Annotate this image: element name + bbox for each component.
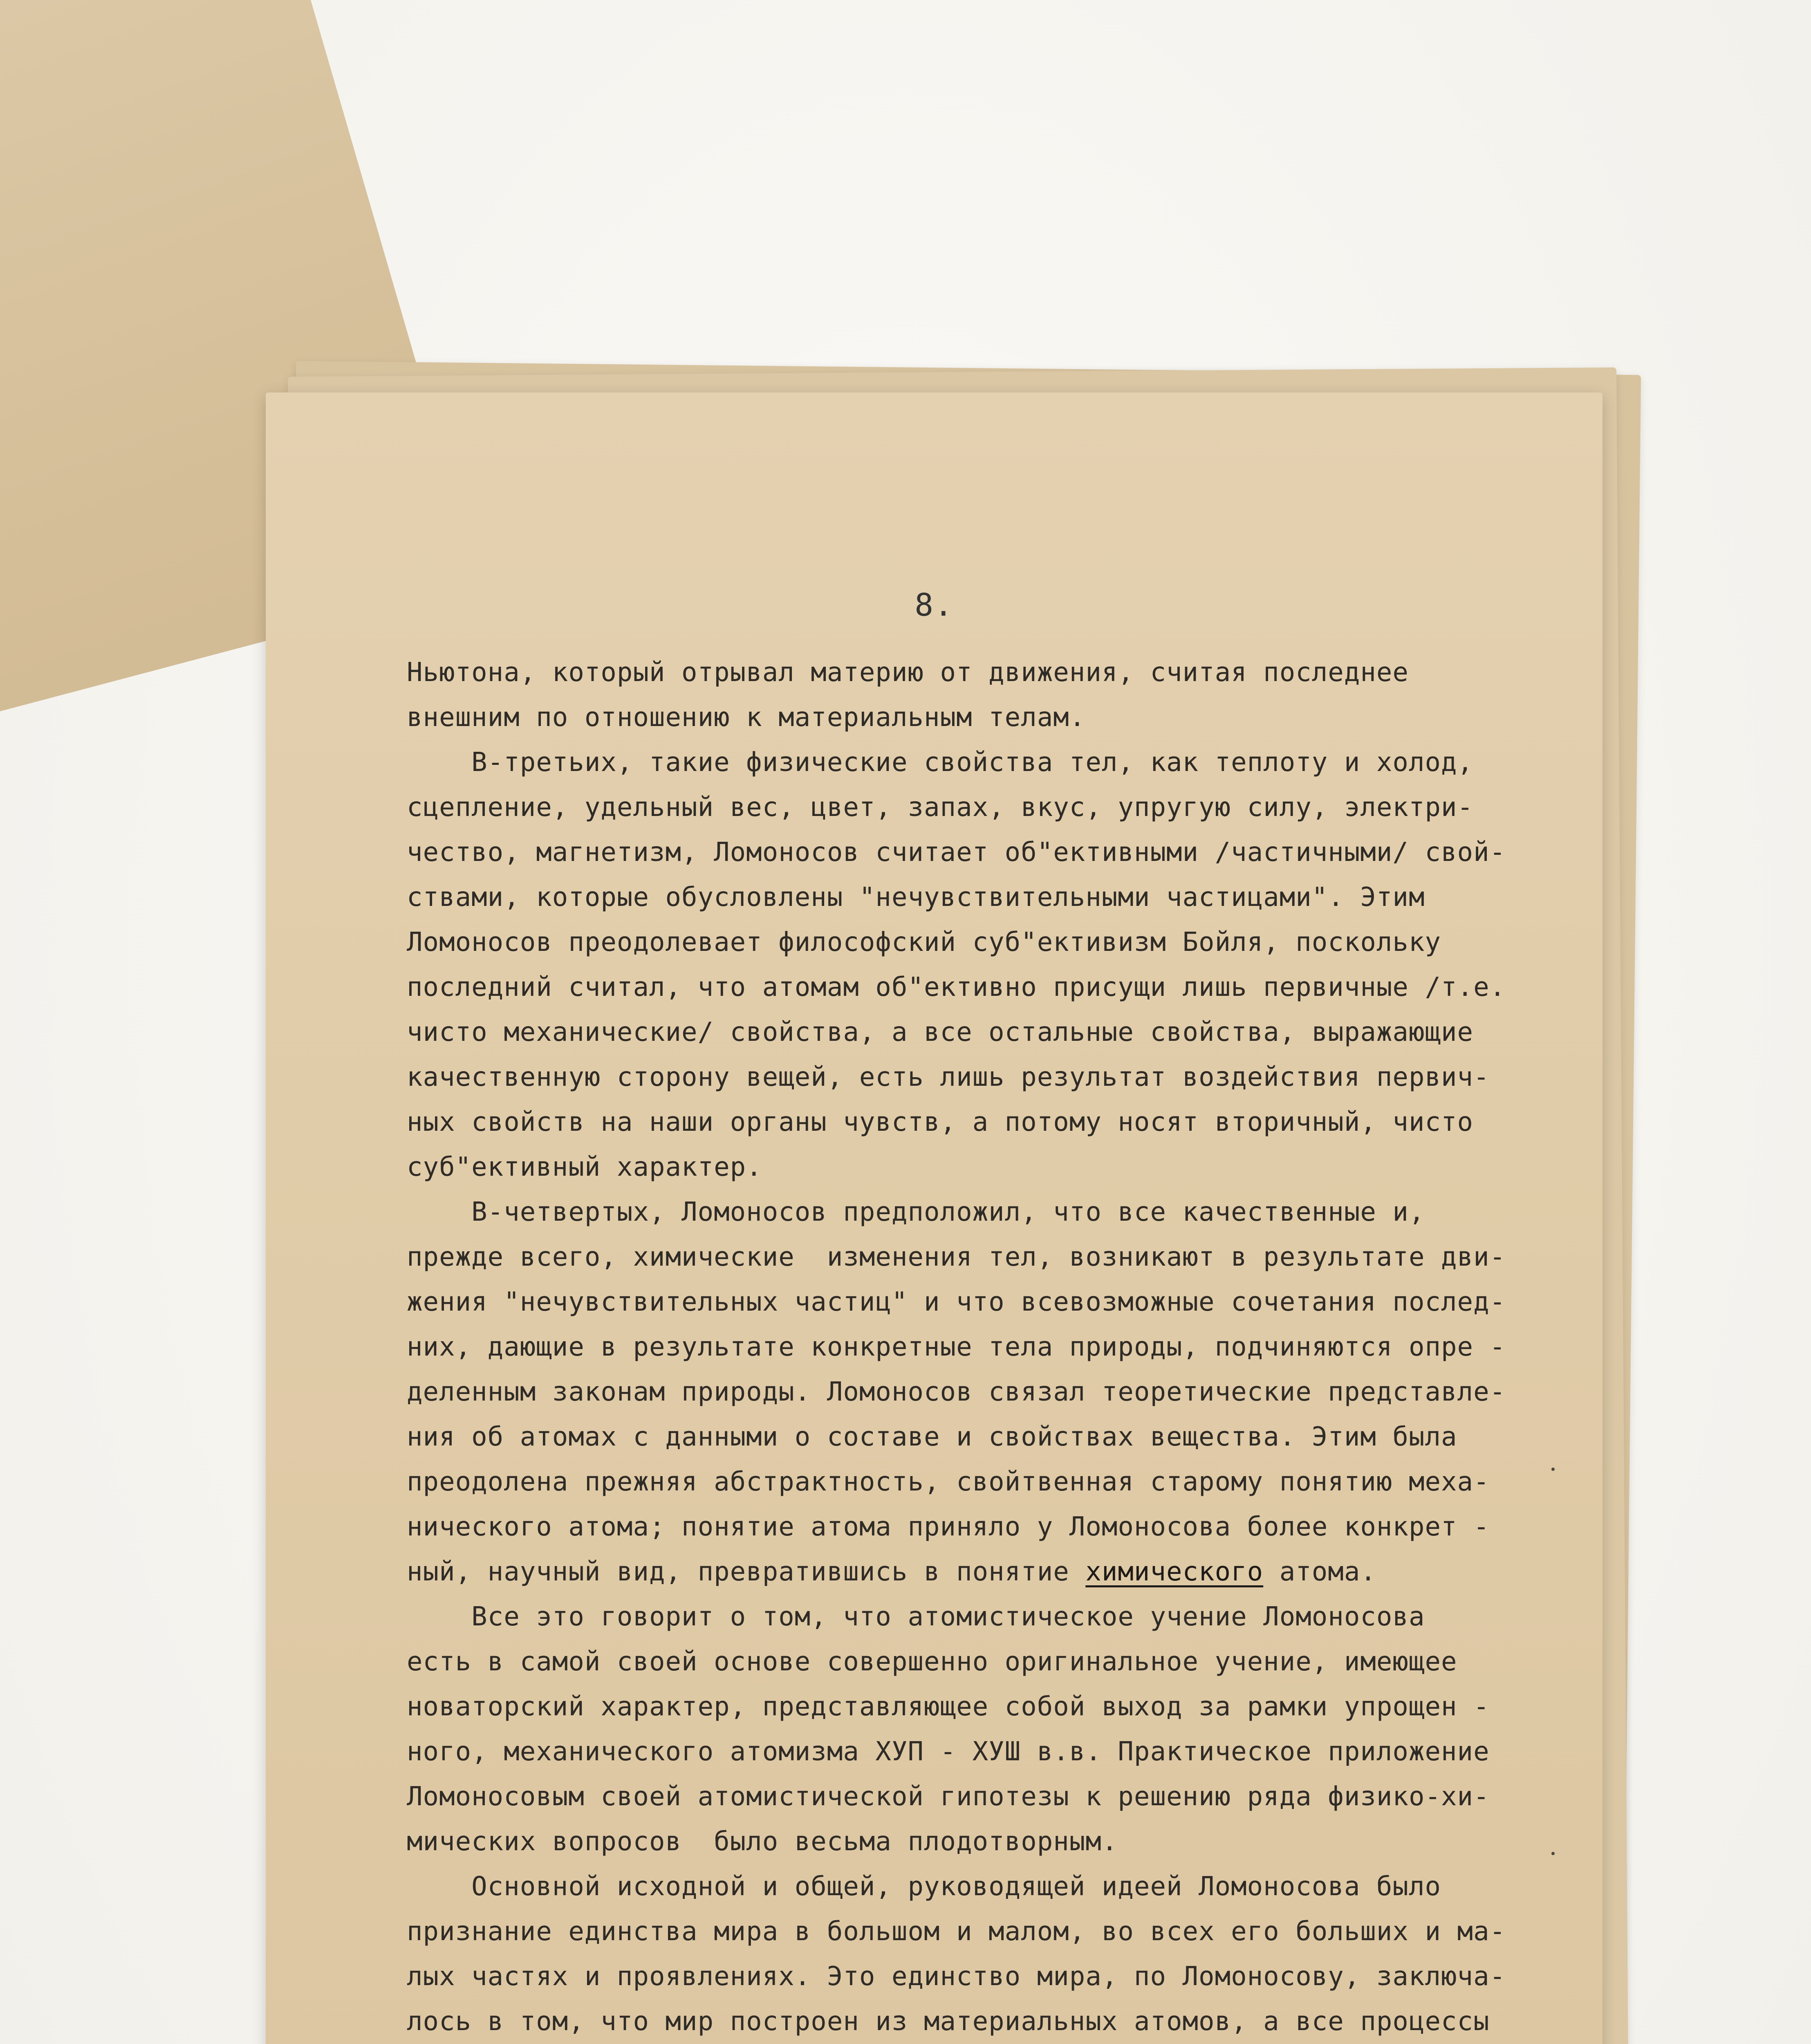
text-line: лось в том, что мир построен из материальных атомов, а все процессы — [407, 2006, 1490, 2037]
text-fragment: атома. — [1263, 1557, 1376, 1587]
text-line: внешним по отношению к материальным телам. — [407, 702, 1086, 733]
text-line: Ломоносов преодолевает философский суб"ективизм Бойля, поскольку — [407, 927, 1441, 957]
text-line: Основной исходной и общей, руководящей идеей Ломоносова было — [407, 1871, 1441, 1902]
page-body — [407, 650, 1572, 2044]
text-line: есть в самой своей основе совершенно оригинальное учение, имеющее — [407, 1647, 1457, 1677]
text-line: ных свойств на наши органы чувств, а потому носят вторичный, чисто — [407, 1107, 1474, 1137]
text-line: суб"ективный характер. — [407, 1152, 762, 1182]
text-line: нического атома; понятие атома приняло у Ломоносова более конкрет - — [407, 1512, 1490, 1542]
text-line: них, дающие в результате конкретные тела природы, подчиняются опре - — [407, 1332, 1506, 1362]
text-line: преодолена прежняя абстрактность, свойтвенная старому понятию меха- — [407, 1467, 1490, 1497]
underlined-word: химического — [1085, 1557, 1264, 1587]
text-line — [407, 1549, 1572, 1594]
text-line: сцепление, удельный вес, цвет, запах, вкус, упругую силу, электри- — [407, 792, 1474, 823]
text-line: ствами, которые обусловлены "нечувствительными частицами". Этим — [407, 882, 1425, 912]
text-line: ного, механического атомизма ХУП - ХУШ в.в. Практическое приложение — [407, 1737, 1490, 1767]
text-line: прежде всего, химические изменения тел, возникают в результате дви- — [407, 1242, 1506, 1272]
typed-page — [266, 392, 1603, 2044]
text-line: чисто механические/ свойства, а все остальные свойства, выражающие — [407, 1017, 1474, 1047]
text-line: мических вопросов было весьма плодотворным. — [407, 1827, 1118, 1857]
text-line: деленным законам природы. Ломоносов связал теоретические представле- — [407, 1377, 1506, 1407]
text-line: чество, магнетизм, Ломоносов считает об"ективными /частичными/ свой- — [407, 837, 1506, 867]
text-line: качественную сторону вещей, есть лишь результат воздействия первич- — [407, 1062, 1490, 1092]
text-fragment: ный, научный вид, превратившись в понятие — [407, 1557, 1086, 1587]
text-line: Все это говорит о том, что атомистическое учение Ломоносова — [407, 1602, 1425, 1632]
margin-mark — [1551, 1468, 1555, 1471]
text-line: В-четвертых, Ломоносов предположил, что все качественные и, — [407, 1197, 1425, 1227]
text-line: Ломоносовым своей атомистической гипотезы к решению ряда физико-хи- — [407, 1782, 1490, 1812]
text-line: жения "нечувствительных частиц" и что всевозможные сочетания послед- — [407, 1287, 1506, 1317]
text-line: Ньютона, который отрывал материю от движения, считая последнее — [407, 657, 1409, 688]
text-line: признание единства мира в большом и малом, во всех его больших и ма- — [407, 1916, 1506, 1947]
text-line: последний считал, что атомам об"ективно присущи лишь первичные /т.е. — [407, 972, 1506, 1002]
text-line: новаторский характер, представляющее собой выход за рамки упрощен - — [407, 1692, 1490, 1722]
text-line: лых частях и проявлениях. Это единство мира, по Ломоносову, заключа- — [407, 1961, 1506, 1992]
margin-mark — [1551, 1852, 1555, 1855]
text-line: ния об атомах с данными о составе и свойствах вещества. Этим была — [407, 1422, 1457, 1452]
page-number: 8. — [914, 587, 954, 623]
text-line: В-третьих, такие физические свойства тел, как теплоту и холод, — [407, 747, 1474, 778]
